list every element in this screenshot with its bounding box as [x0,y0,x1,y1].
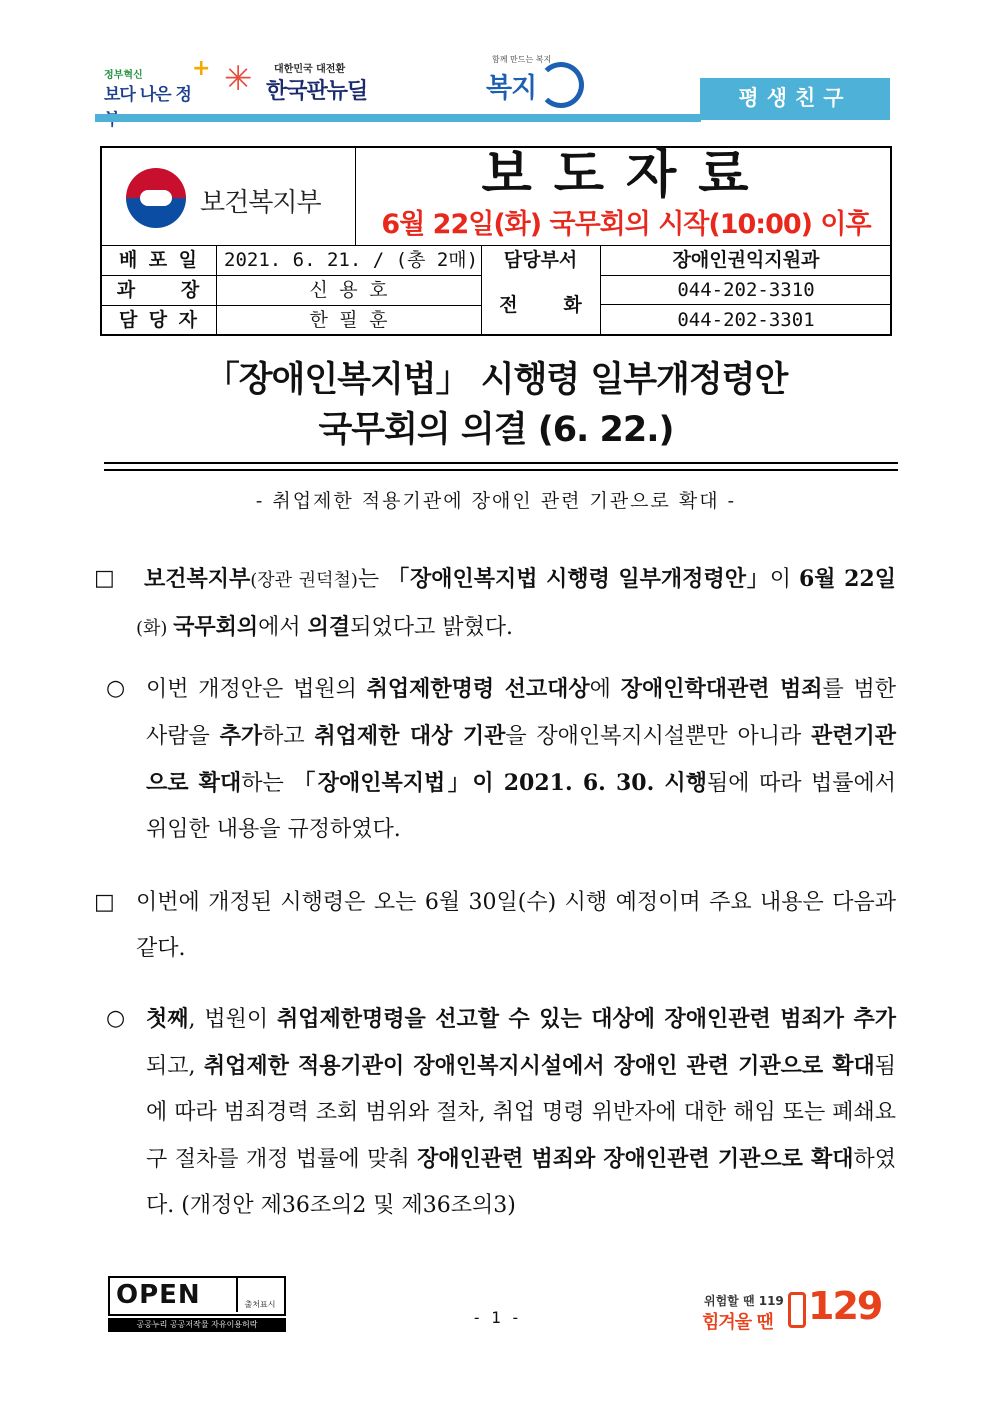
paragraph-1 [136,556,896,652]
p4-s5: 취업제한 적용기관이 장애인복지시설에서 장애인 관련 기관으로 확대 [203,1053,875,1079]
release-date-label: 배 포 일 [119,249,197,271]
headline-line-1: 「장애인복지법」 시행령 일부개정령안 [204,360,788,400]
p1-s5: 이 [769,567,792,592]
phone-icon [788,1292,806,1328]
welfare-main-text: 복지 [486,73,537,104]
gov-innovation-logo [104,52,211,108]
doc-type-title: 보도자료 [481,144,771,205]
p2-s8: 취업제한 대상 기관 [314,723,506,749]
p1-s10: 의결 [307,614,351,640]
p2-s12: 「장애인복지법」이 2021. 6. 30. 시행 [293,770,707,796]
p4-s2: , 법원이 [188,1007,277,1032]
hotline-main-text: 힘겨울 땐 [702,1312,773,1333]
ring-icon [538,62,584,108]
p1-s4: 「장애인복지법 시행령 일부개정령안」 [387,566,770,592]
p2-s10: 관련기관으로 확대 [146,723,897,796]
p2-s4: 장애인학대관련 범죄 [620,676,823,702]
ministry-logo [100,146,356,245]
gov-innovation-small-text: 정부혁신 [104,70,143,81]
page-number: - 1 - [471,1308,521,1327]
hotline-small-text: 위험할 땐 119 [704,1294,784,1308]
release-date-value: 2021. 6. 21. / (총 2매) [224,249,479,271]
p2-s2: 취업제한명령 선고대상 [366,676,590,702]
gov-innovation-main-text: 보다 나은 정 [104,85,191,105]
title-rule [104,469,898,471]
phone-label: 전 화 [499,294,582,316]
p2-s11: 하는 [241,771,294,796]
p4-s6: 됨에 따라 범죄경력 조회 범위와 절차, 취업 명령 위반자에 대한 해임 또는 폐쇄요구 절차를 개정 법률에 맞춰 [146,1054,896,1172]
p1-s1: 보건복지부 [144,566,251,592]
p2-s7: 하고 [262,724,315,749]
open-license-text: OPEN [116,1280,201,1310]
newdeal-main-text: 한국판뉴딜 [266,79,368,104]
embargo-notice: 6월 22일(화) 국무회의 시작(10:00) 이후 [381,209,871,240]
headline-line-2: 국무회의 의결 (6. 22.) [318,410,674,450]
hotline-number: 129 [808,1284,882,1328]
p2-s3: 에 [589,677,621,702]
korean-newdeal-logo [224,58,374,106]
p1-s11: 되었다고 밝혔다. [350,615,513,640]
staff-value: 한 필 훈 [309,309,388,331]
p1-s8: 국무회의 [173,614,259,640]
director-label: 과 장 [116,279,200,301]
hotline-129-logo [700,1276,890,1336]
ministry-name: 보건복지부 [200,188,321,218]
circle-bullet: ○ [106,676,126,701]
square-bullet: □ [94,890,115,915]
p1-s9: 에서 [258,615,308,640]
square-bullet: □ [94,566,115,591]
p2-s13: 됨에 따라 법률에서 위임한 내용을 규정하였다. [146,771,897,842]
staff-phone: 044-202-3301 [677,309,815,331]
director-phone: 044-202-3310 [677,279,815,301]
welfare-logo [478,50,582,108]
p4-s7: 장애인관련 범죄와 장애인관련 기관으로 확대 [417,1146,854,1172]
attribution-badge: 출처표시 [236,1278,282,1312]
subheadline: - 취업제한 적용기관에 장애인 관련 기관으로 확대 - [255,490,737,512]
open-license-caption: 공공누리 공공저작물 자유이용허락 [108,1318,286,1332]
title-rule [104,462,898,464]
pinwheel-icon: ✳ [224,59,253,99]
welfare-small-text: 함께 만드는 복지 [492,55,552,64]
circle-bullet: ○ [106,1006,126,1031]
p1-s7: (화) [136,618,174,639]
department-label: 담당부서 [503,249,578,271]
p4-s4: 되고, [146,1054,204,1079]
newdeal-small-text: 대한민국 대전환 [274,64,346,75]
p2-s5: 를 범한 사람을 [146,677,897,749]
p1-s6: 6월 22일 [798,566,896,592]
plus-icon: + [192,56,211,81]
paragraph-2 [146,666,896,853]
p2-s1: 이번 개정안은 법원의 [146,677,367,702]
lifelong-friend-banner: 평생친구 [700,78,890,120]
p2-s6: 추가 [219,723,263,749]
director-value: 신 용 호 [309,279,388,301]
header-accent-line [95,114,701,122]
department-value: 장애인권익지원과 [672,249,820,271]
p4-s1: 첫째 [146,1006,189,1032]
p4-s8: 하였다. (개정안 제36조의2 및 제36조의3) [146,1147,896,1218]
staff-label: 담 당 자 [119,309,197,331]
taegeuk-icon [126,168,186,228]
p2-s9: 을 장애인복지시설뿐만 아니라 [505,724,812,749]
kogl-open-license-logo [108,1276,286,1332]
p4-s3: 취업제한명령을 선고할 수 있는 대상에 장애인관련 범죄가 추가 [276,1006,896,1032]
p1-s2: (장관 권덕철) [250,570,358,591]
paragraph-3: 이번에 개정된 시행령은 오는 6월 30일(수) 시행 예정이며 주요 내용은 다음과 같다. [136,890,896,961]
p1-s3: 는 [357,567,388,592]
paragraph-4 [146,996,896,1229]
